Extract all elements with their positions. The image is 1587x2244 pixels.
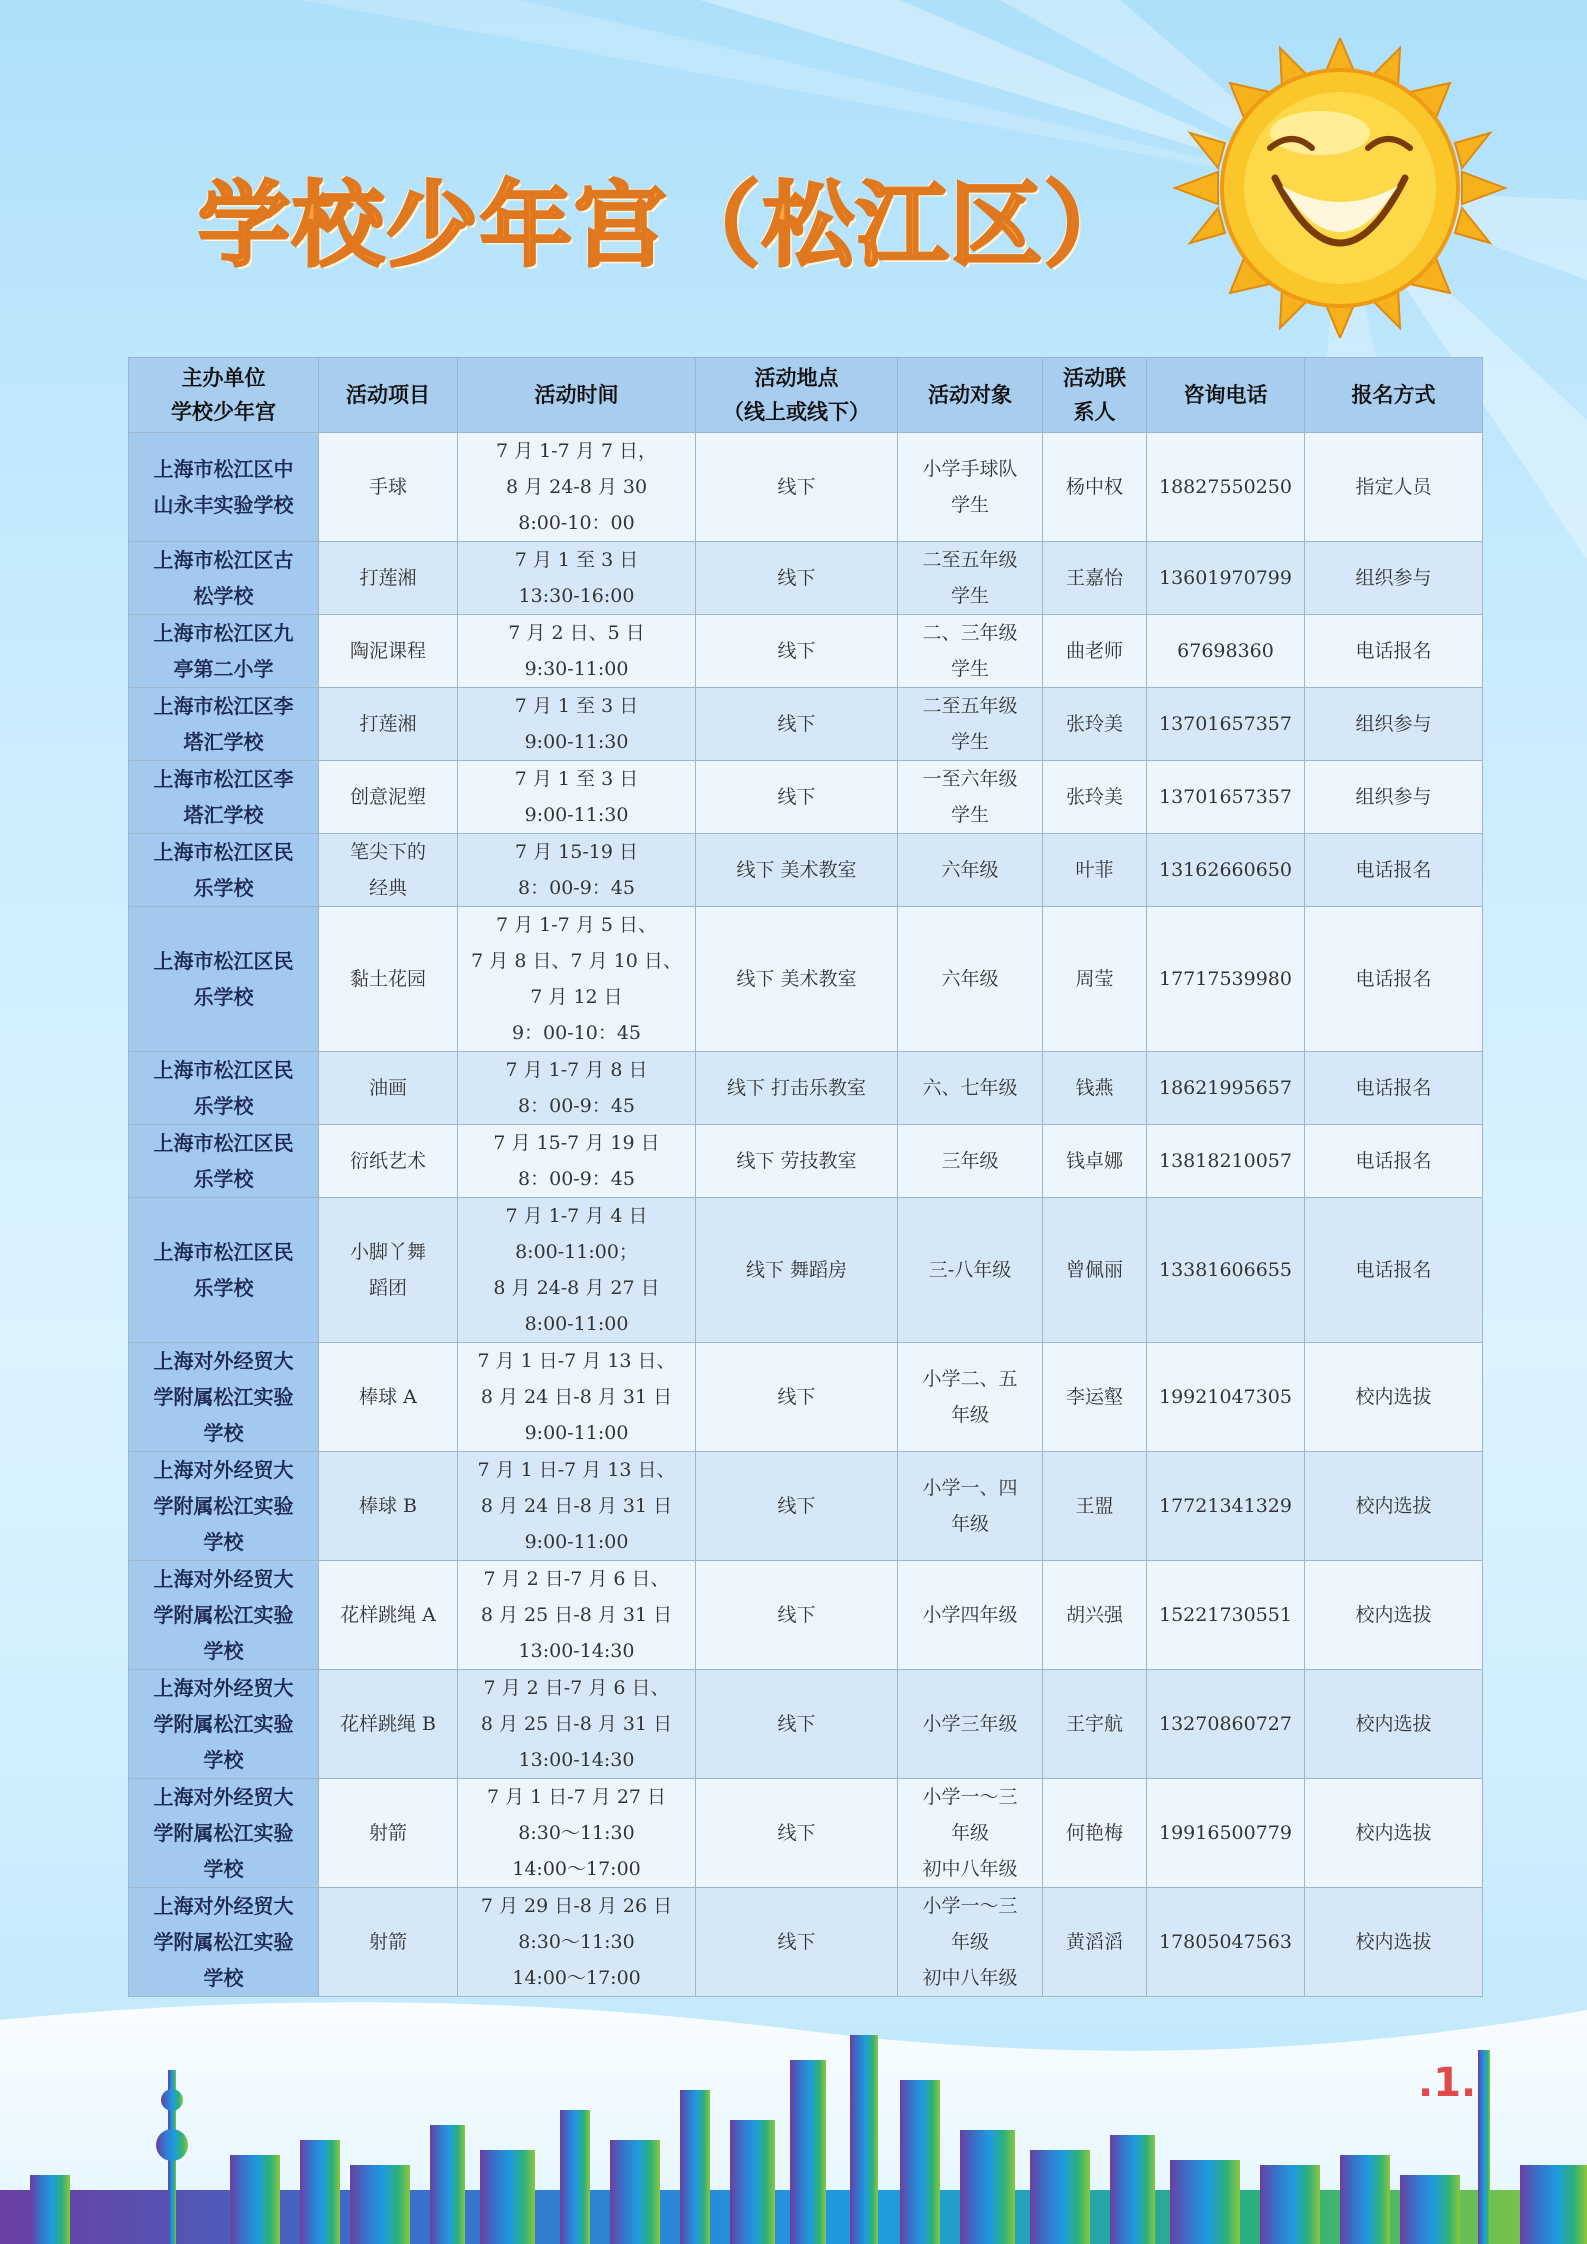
project-cell: 棒球 B <box>319 1452 458 1561</box>
contact-cell: 曾佩丽 <box>1043 1198 1147 1343</box>
place-cell: 线下 <box>696 1452 898 1561</box>
project-cell: 棒球 A <box>319 1343 458 1452</box>
project-cell: 笔尖下的 经典 <box>319 834 458 907</box>
target-cell: 小学四年级 <box>898 1561 1043 1670</box>
contact-cell: 杨中权 <box>1043 433 1147 542</box>
signup-cell: 电话报名 <box>1305 615 1483 688</box>
phone-cell: 15221730551 <box>1147 1561 1305 1670</box>
time-cell: 7 月 1-7 月 7 日， 8 月 24-8 月 30 8:00-10：00 <box>458 433 696 542</box>
signup-cell: 电话报名 <box>1305 834 1483 907</box>
organizer-cell: 上海对外经贸大 学附属松江实验 学校 <box>129 1343 319 1452</box>
contact-cell: 胡兴强 <box>1043 1561 1147 1670</box>
target-cell: 三年级 <box>898 1125 1043 1198</box>
table-header-row <box>129 358 1483 433</box>
time-cell: 7 月 15-7 月 19 日 8：00-9：45 <box>458 1125 696 1198</box>
header-contact: 活动联 系人 <box>1043 358 1147 433</box>
page-number: .1. <box>1418 2060 1477 2106</box>
phone-cell: 17717539980 <box>1147 907 1305 1052</box>
signup-cell: 指定人员 <box>1305 433 1483 542</box>
contact-cell: 李运壑 <box>1043 1343 1147 1452</box>
contact-cell: 张玲美 <box>1043 761 1147 834</box>
activity-table <box>128 357 1483 1997</box>
project-cell: 黏土花园 <box>319 907 458 1052</box>
table-row <box>129 542 1483 615</box>
target-cell: 六年级 <box>898 907 1043 1052</box>
project-cell: 衍纸艺术 <box>319 1125 458 1198</box>
time-cell: 7 月 2 日-7 月 6 日、 8 月 25 日-8 月 31 日 13:00-14:30 <box>458 1561 696 1670</box>
project-cell: 打莲湘 <box>319 688 458 761</box>
signup-cell: 校内选拔 <box>1305 1452 1483 1561</box>
table-row <box>129 615 1483 688</box>
target-cell: 小学一～三 年级 初中八年级 <box>898 1779 1043 1888</box>
place-cell: 线下 <box>696 1561 898 1670</box>
place-cell: 线下 打击乐教室 <box>696 1052 898 1125</box>
place-cell: 线下 <box>696 1888 898 1997</box>
table-row <box>129 1343 1483 1452</box>
organizer-cell: 上海对外经贸大 学附属松江实验 学校 <box>129 1561 319 1670</box>
signup-cell: 电话报名 <box>1305 1125 1483 1198</box>
table-row <box>129 433 1483 542</box>
target-cell: 小学一～三 年级 初中八年级 <box>898 1888 1043 1997</box>
place-cell: 线下 舞蹈房 <box>696 1198 898 1343</box>
city-skyline <box>0 1990 1587 2244</box>
phone-cell: 17721341329 <box>1147 1452 1305 1561</box>
signup-cell: 校内选拔 <box>1305 1561 1483 1670</box>
organizer-cell: 上海市松江区民 乐学校 <box>129 834 319 907</box>
place-cell: 线下 劳技教室 <box>696 1125 898 1198</box>
table-row <box>129 1052 1483 1125</box>
table-row <box>129 907 1483 1052</box>
signup-cell: 组织参与 <box>1305 688 1483 761</box>
place-cell: 线下 <box>696 433 898 542</box>
page-title: 学校少年宫（松江区） <box>198 172 1139 279</box>
project-cell: 打莲湘 <box>319 542 458 615</box>
project-cell: 创意泥塑 <box>319 761 458 834</box>
place-cell: 线下 美术教室 <box>696 907 898 1052</box>
contact-cell: 王嘉怡 <box>1043 542 1147 615</box>
contact-cell: 张玲美 <box>1043 688 1147 761</box>
target-cell: 二至五年级 学生 <box>898 688 1043 761</box>
time-cell: 7 月 1 至 3 日 13:30-16:00 <box>458 542 696 615</box>
target-cell: 小学三年级 <box>898 1670 1043 1779</box>
project-cell: 陶泥课程 <box>319 615 458 688</box>
header-phone: 咨询电话 <box>1147 358 1305 433</box>
time-cell: 7 月 1 至 3 日 9:00-11:30 <box>458 688 696 761</box>
place-cell: 线下 <box>696 1779 898 1888</box>
signup-cell: 电话报名 <box>1305 907 1483 1052</box>
table-row <box>129 688 1483 761</box>
header-target: 活动对象 <box>898 358 1043 433</box>
header-place: 活动地点 （线上或线下） <box>696 358 898 433</box>
signup-cell: 校内选拔 <box>1305 1779 1483 1888</box>
signup-cell: 组织参与 <box>1305 542 1483 615</box>
signup-cell: 校内选拔 <box>1305 1670 1483 1779</box>
signup-cell: 校内选拔 <box>1305 1888 1483 1997</box>
target-cell: 三-八年级 <box>898 1198 1043 1343</box>
contact-cell: 王盟 <box>1043 1452 1147 1561</box>
phone-cell: 13162660650 <box>1147 834 1305 907</box>
project-cell: 手球 <box>319 433 458 542</box>
organizer-cell: 上海对外经贸大 学附属松江实验 学校 <box>129 1452 319 1561</box>
time-cell: 7 月 1 至 3 日 9:00-11:30 <box>458 761 696 834</box>
contact-cell: 何艳梅 <box>1043 1779 1147 1888</box>
place-cell: 线下 <box>696 615 898 688</box>
phone-cell: 18827550250 <box>1147 433 1305 542</box>
organizer-cell: 上海市松江区古 松学校 <box>129 542 319 615</box>
phone-cell: 67698360 <box>1147 615 1305 688</box>
project-cell: 射箭 <box>319 1779 458 1888</box>
target-cell: 二至五年级 学生 <box>898 542 1043 615</box>
signup-cell: 电话报名 <box>1305 1198 1483 1343</box>
time-cell: 7 月 15-19 日 8：00-9：45 <box>458 834 696 907</box>
phone-cell: 13601970799 <box>1147 542 1305 615</box>
table-row <box>129 1561 1483 1670</box>
organizer-cell: 上海市松江区民 乐学校 <box>129 1198 319 1343</box>
phone-cell: 18621995657 <box>1147 1052 1305 1125</box>
organizer-cell: 上海市松江区李 塔汇学校 <box>129 761 319 834</box>
target-cell: 小学一、四 年级 <box>898 1452 1043 1561</box>
organizer-cell: 上海对外经贸大 学附属松江实验 学校 <box>129 1670 319 1779</box>
organizer-cell: 上海市松江区民 乐学校 <box>129 1125 319 1198</box>
time-cell: 7 月 1 日-7 月 13 日、 8 月 24 日-8 月 31 日 9:00-11:00 <box>458 1343 696 1452</box>
header-time: 活动时间 <box>458 358 696 433</box>
phone-cell: 13701657357 <box>1147 688 1305 761</box>
signup-cell: 组织参与 <box>1305 761 1483 834</box>
time-cell: 7 月 1-7 月 8 日 8：00-9：45 <box>458 1052 696 1125</box>
contact-cell: 曲老师 <box>1043 615 1147 688</box>
project-cell: 花样跳绳 A <box>319 1561 458 1670</box>
time-cell: 7 月 1-7 月 4 日 8:00-11:00； 8 月 24-8 月 27 日 8:00-11:00 <box>458 1198 696 1343</box>
phone-cell: 13381606655 <box>1147 1198 1305 1343</box>
organizer-cell: 上海市松江区李 塔汇学校 <box>129 688 319 761</box>
time-cell: 7 月 29 日-8 月 26 日 8:30～11:30 14:00～17:00 <box>458 1888 696 1997</box>
phone-cell: 13818210057 <box>1147 1125 1305 1198</box>
project-cell: 小脚丫舞 蹈团 <box>319 1198 458 1343</box>
place-cell: 线下 <box>696 761 898 834</box>
phone-cell: 19921047305 <box>1147 1343 1305 1452</box>
phone-cell: 19916500779 <box>1147 1779 1305 1888</box>
target-cell: 六、七年级 <box>898 1052 1043 1125</box>
time-cell: 7 月 1 日-7 月 13 日、 8 月 24 日-8 月 31 日 9:00-11:00 <box>458 1452 696 1561</box>
signup-cell: 电话报名 <box>1305 1052 1483 1125</box>
header-project: 活动项目 <box>319 358 458 433</box>
table-row <box>129 1888 1483 1997</box>
contact-cell: 王宇航 <box>1043 1670 1147 1779</box>
phone-cell: 13701657357 <box>1147 761 1305 834</box>
project-cell: 花样跳绳 B <box>319 1670 458 1779</box>
organizer-cell: 上海市松江区中 山永丰实验学校 <box>129 433 319 542</box>
header-organizer: 主办单位 学校少年宫 <box>129 358 319 433</box>
contact-cell: 钱卓娜 <box>1043 1125 1147 1198</box>
sun-icon <box>1160 38 1520 338</box>
time-cell: 7 月 2 日、5 日 9:30-11:00 <box>458 615 696 688</box>
time-cell: 7 月 2 日-7 月 6 日、 8 月 25 日-8 月 31 日 13:00-14:30 <box>458 1670 696 1779</box>
table-row <box>129 1198 1483 1343</box>
contact-cell: 叶菲 <box>1043 834 1147 907</box>
signup-cell: 校内选拔 <box>1305 1343 1483 1452</box>
table-row <box>129 761 1483 834</box>
phone-cell: 13270860727 <box>1147 1670 1305 1779</box>
contact-cell: 黄滔滔 <box>1043 1888 1147 1997</box>
place-cell: 线下 美术教室 <box>696 834 898 907</box>
organizer-cell: 上海对外经贸大 学附属松江实验 学校 <box>129 1779 319 1888</box>
target-cell: 小学二、五 年级 <box>898 1343 1043 1452</box>
contact-cell: 钱燕 <box>1043 1052 1147 1125</box>
place-cell: 线下 <box>696 1670 898 1779</box>
table-row <box>129 1779 1483 1888</box>
organizer-cell: 上海市松江区民 乐学校 <box>129 1052 319 1125</box>
target-cell: 六年级 <box>898 834 1043 907</box>
place-cell: 线下 <box>696 1343 898 1452</box>
time-cell: 7 月 1-7 月 5 日、 7 月 8 日、7 月 10 日、 7 月 12 日 9：00-10：45 <box>458 907 696 1052</box>
header-signup: 报名方式 <box>1305 358 1483 433</box>
contact-cell: 周莹 <box>1043 907 1147 1052</box>
table-row <box>129 1452 1483 1561</box>
organizer-cell: 上海市松江区九 亭第二小学 <box>129 615 319 688</box>
place-cell: 线下 <box>696 688 898 761</box>
table-row <box>129 834 1483 907</box>
table-row <box>129 1125 1483 1198</box>
target-cell: 小学手球队 学生 <box>898 433 1043 542</box>
organizer-cell: 上海对外经贸大 学附属松江实验 学校 <box>129 1888 319 1997</box>
time-cell: 7 月 1 日-7 月 27 日 8:30～11:30 14:00～17:00 <box>458 1779 696 1888</box>
target-cell: 一至六年级 学生 <box>898 761 1043 834</box>
target-cell: 二、三年级 学生 <box>898 615 1043 688</box>
project-cell: 射箭 <box>319 1888 458 1997</box>
organizer-cell: 上海市松江区民 乐学校 <box>129 907 319 1052</box>
table-row <box>129 1670 1483 1779</box>
project-cell: 油画 <box>319 1052 458 1125</box>
place-cell: 线下 <box>696 542 898 615</box>
phone-cell: 17805047563 <box>1147 1888 1305 1997</box>
